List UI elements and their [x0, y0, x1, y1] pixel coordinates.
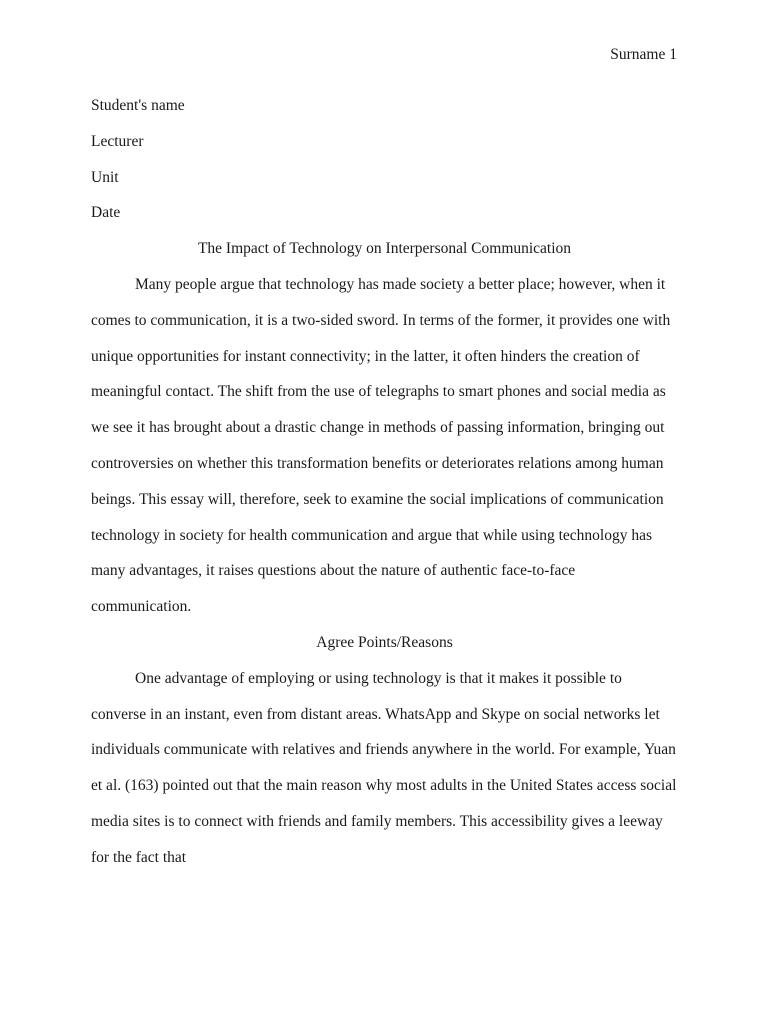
date-line: Date	[91, 204, 121, 222]
essay-title: The Impact of Technology on Interpersonal Communication	[197, 240, 572, 258]
lecturer-line: Lecturer	[91, 132, 144, 150]
running-head: Surname 1	[610, 46, 677, 63]
student-name-line: Student's name	[91, 97, 185, 114]
body-paragraph: One advantage of employing or using technology is that it makes it possible to converse in an instant, even from distant areas. WhatsApp and Skype on social networks let individuals communicate with relatives and friends anywhere in the world. For example, Yuan et al. (163) pointed out that the main reason why most adults in the United States access social media sites is to connect with friends and family members. This accessibility gives a leeway for the fact that	[91, 669, 677, 866]
document-body	[91, 88, 678, 876]
unit-line: Unit	[91, 168, 119, 186]
intro-paragraph: Many people argue that technology has made society a better place; however, when it comes to communication, it is a two-sided sword. In terms of the former, it provides one with unique opportunities for instant connectivity; in the latter, it often hinders the creation of meaningful contact. The shift from the use of telegraphs to smart phones and social media as we see it has brought about a drastic change in methods of passing information, bringing out controversies on whether this transformation benefits or deteriorates relations among human beings. This essay will, therefore, seek to examine the social implications of communication technology in society for health communication and argue that while using technology has many advantages, it raises questions about the nature of authentic face-to-face communication.	[91, 275, 671, 616]
section-heading: Agree Points/Reasons	[316, 633, 453, 651]
